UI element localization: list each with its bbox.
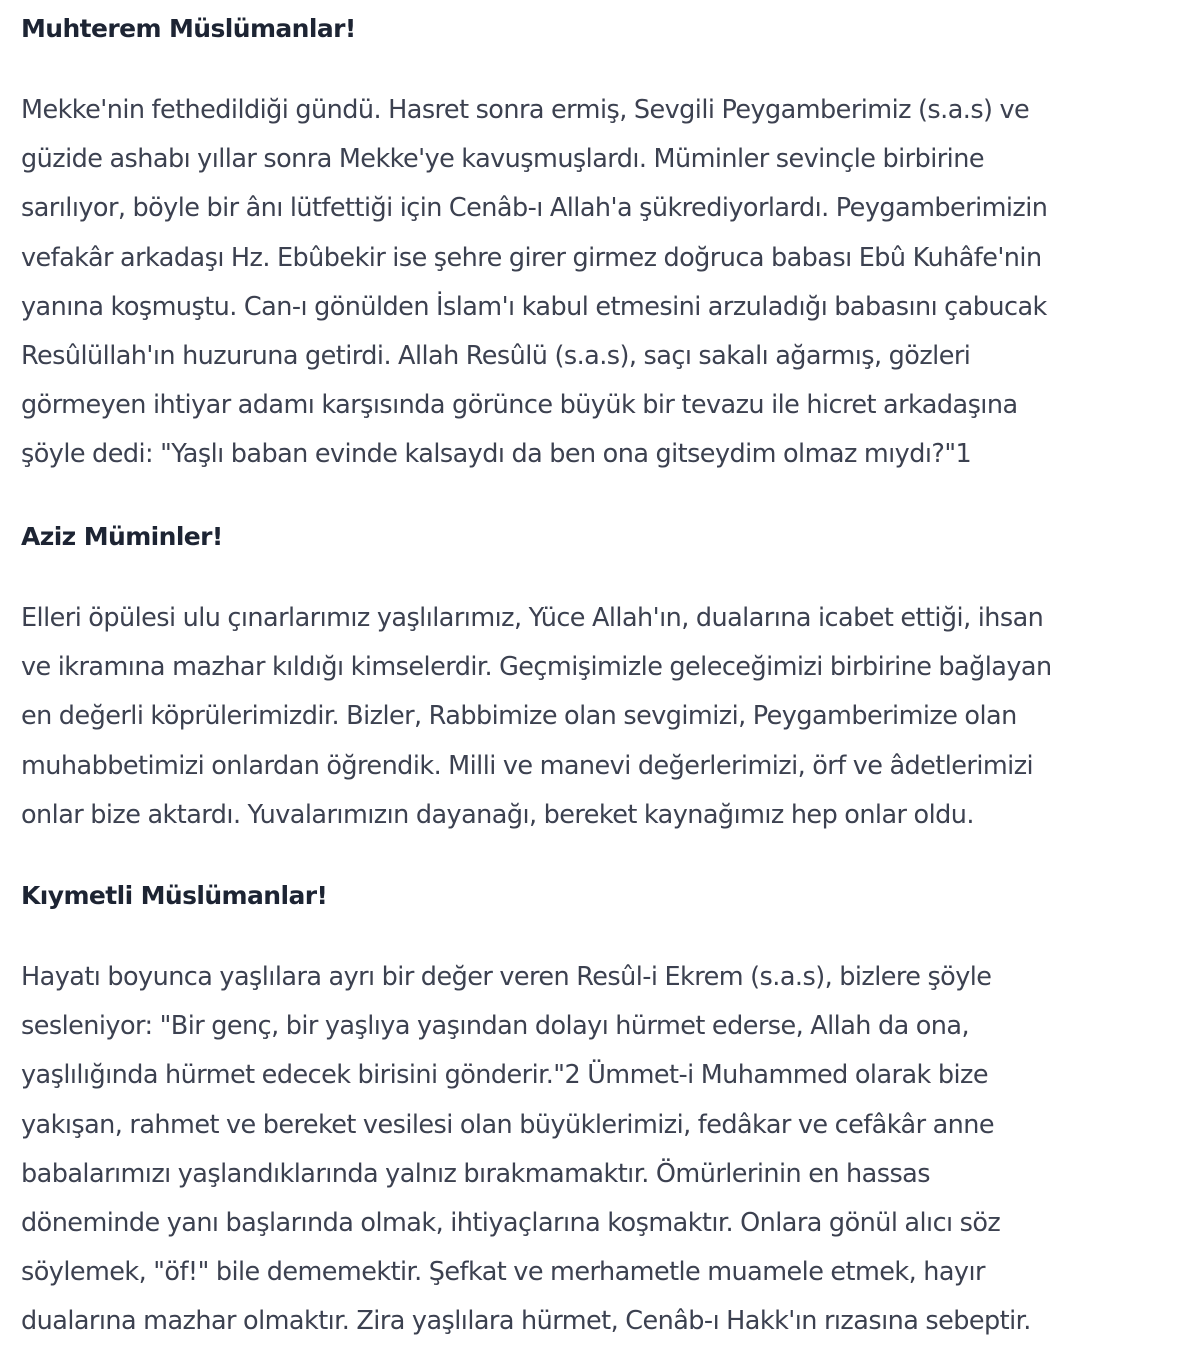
paragraph-line: vefakâr arkadaşı Hz. Ebûbekir ise şehre girer girmez doğruca babası Ebû Kuhâfe'nin — [21, 242, 1042, 273]
paragraph-line: görmeyen ihtiyar adamı karşısında görünce büyük bir tevazu ile hicret arkadaşına — [21, 390, 1018, 421]
paragraph-line: yanına koşmuştu. Can-ı gönülden İslam'ı kabul etmesini arzuladığı babasını çabucak — [21, 291, 1047, 322]
paragraph-line: Elleri öpülesi ulu çınarlarımız yaşlılarımız, Yüce Allah'ın, dualarına icabet ettiği, ihsan — [21, 603, 1044, 633]
paragraph-line: şöyle dedi: "Yaşlı baban evinde kalsaydı da ben ona gitseydim olmaz mıydı?"1 — [21, 439, 972, 470]
paragraph-line: en değerli köprülerimizdir. Bizler, Rabbimize olan sevgimizi, Peygamberimize olan — [21, 701, 1017, 732]
paragraph-line: sesleniyor: "Bir genç, bir yaşlıya yaşından dolayı hürmet ederse, Allah da ona, — [21, 1011, 970, 1042]
paragraph-line: Hayatı boyunca yaşlılara ayrı bir değer veren Resûl-i Ekrem (s.a.s), bizlere şöyle — [21, 962, 992, 992]
section-heading-2: Aziz Müminler! — [21, 522, 223, 551]
paragraph-line: ve ikramına mazhar kıldığı kimselerdir. Geçmişimizle geleceğimizi birbirine bağlayan — [21, 652, 1052, 683]
section-heading-1: Muhterem Müslümanlar! — [21, 14, 356, 43]
paragraph-line: Mekke'nin fethedildiği gündü. Hasret sonra ermiş, Sevgili Peygamberimiz (s.a.s) ve — [21, 95, 1030, 125]
paragraph-line: sarılıyor, böyle bir ânı lütfettiği için Cenâb-ı Allah'a şükrediyorlardı. Peygamberimizin — [21, 193, 1048, 224]
paragraph-2 — [21, 594, 1052, 840]
paragraph-line: dualarına mazhar olmaktır. Zira yaşlılara hürmet, Cenâb-ı Hakk'ın rızasına sebeptir. — [21, 1306, 1031, 1337]
section-heading-3: Kıymetli Müslümanlar! — [21, 881, 328, 910]
paragraph-1 — [21, 86, 1047, 480]
paragraph-line: babalarımızı yaşlandıklarında yalnız bırakmamaktır. Ömürlerinin en hassas — [21, 1158, 930, 1189]
paragraph-line: yaşlılığında hürmet edecek birisini gönderir."2 Ümmet-i Muhammed olarak bize — [21, 1060, 988, 1091]
paragraph-line: onlar bize aktardı. Yuvalarımızın dayanağı, bereket kaynağımız hep onlar oldu. — [21, 799, 974, 830]
paragraph-line: muhabbetimizi onlardan öğrendik. Milli ve manevi değerlerimizi, örf ve âdetlerimizi — [21, 750, 1034, 781]
paragraph-line: Resûlüllah'ın huzuruna getirdi. Allah Resûlü (s.a.s), saçı sakalı ağarmış, gözleri — [21, 341, 971, 372]
paragraph-line: söylemek, "öf!" bile dememektir. Şefkat ve merhametle muamele etmek, hayır — [21, 1257, 985, 1288]
paragraph-line: döneminde yanı başlarında olmak, ihtiyaçlarına koşmaktır. Onlara gönül alıcı söz — [21, 1208, 1001, 1239]
paragraph-line: yakışan, rahmet ve bereket vesilesi olan büyüklerimizi, fedâkar ve cefâkâr anne — [21, 1109, 995, 1140]
paragraph-3 — [21, 953, 1031, 1347]
paragraph-line: güzide ashabı yıllar sonra Mekke'ye kavuşmuşlardı. Müminler sevinçle birbirine — [21, 144, 984, 175]
